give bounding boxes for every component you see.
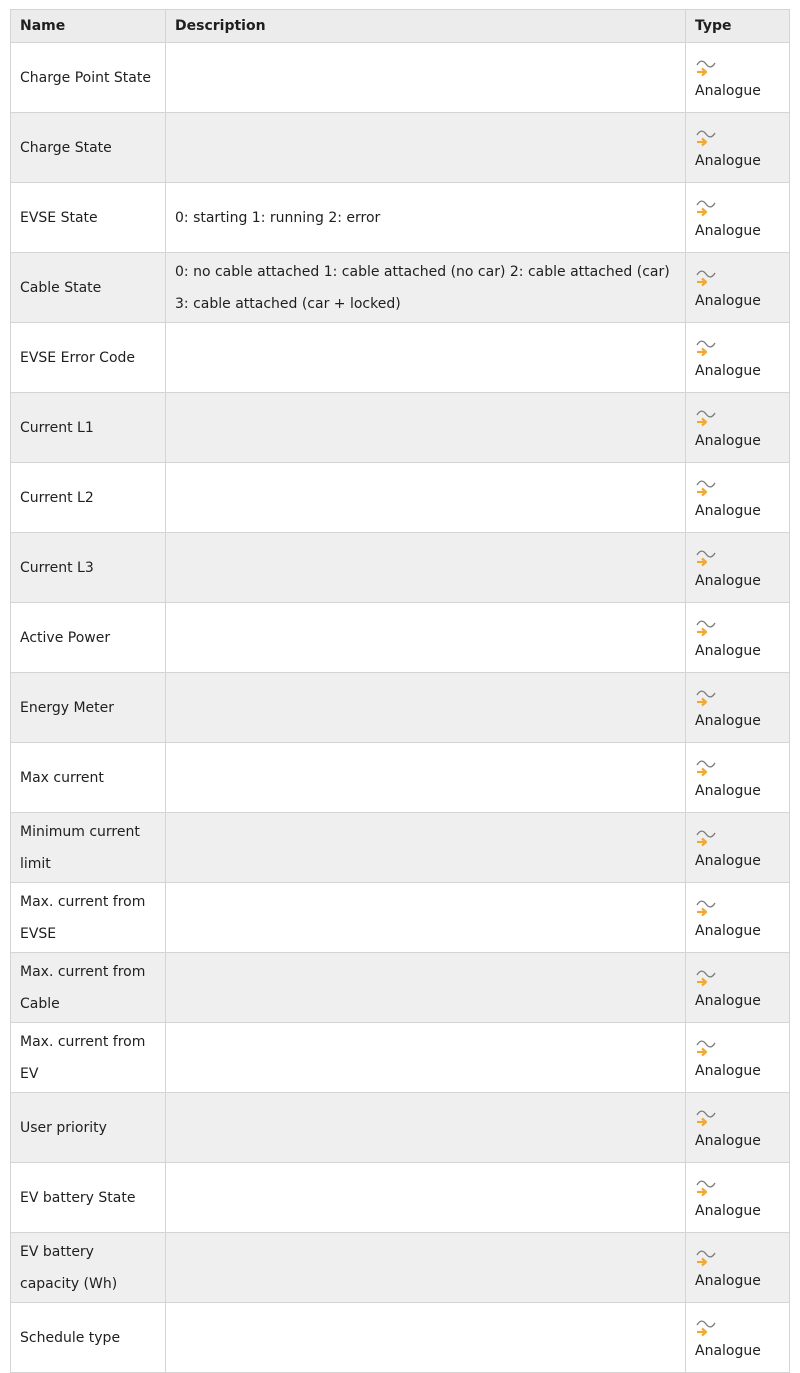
type-label: Analogue	[695, 1273, 761, 1289]
analogue-signal-icon	[695, 689, 717, 711]
row-name-cell: EVSE State	[11, 183, 166, 253]
table-header-row	[11, 10, 790, 43]
row-type-cell	[686, 323, 790, 393]
table-row	[11, 1023, 790, 1093]
analogue-signal-icon	[695, 1039, 717, 1061]
analogue-signal-icon	[695, 479, 717, 501]
analogue-signal-icon	[695, 59, 717, 81]
row-description-cell	[166, 1303, 686, 1373]
row-description-cell	[166, 673, 686, 743]
row-description-cell	[166, 953, 686, 1023]
type-label: Analogue	[695, 993, 761, 1009]
row-name-cell: Max current	[11, 743, 166, 813]
analogue-signal-icon	[695, 759, 717, 781]
row-type-cell	[686, 1303, 790, 1373]
row-name-cell: Charge Point State	[11, 43, 166, 113]
table-body	[11, 43, 790, 1373]
parameter-table-container	[10, 9, 789, 1373]
row-type-cell	[686, 673, 790, 743]
row-type-cell	[686, 113, 790, 183]
table-row	[11, 253, 790, 323]
type-label: Analogue	[695, 503, 761, 519]
column-header-name: Name	[11, 10, 166, 43]
table-row	[11, 1303, 790, 1373]
row-description-cell	[166, 813, 686, 883]
row-type-cell	[686, 603, 790, 673]
analogue-signal-icon	[695, 829, 717, 851]
table-row	[11, 183, 790, 253]
type-label: Analogue	[695, 713, 761, 729]
table-row	[11, 603, 790, 673]
row-type-cell	[686, 1233, 790, 1303]
table-row	[11, 323, 790, 393]
type-label: Analogue	[695, 363, 761, 379]
analogue-signal-icon	[695, 899, 717, 921]
row-description-cell	[166, 43, 686, 113]
row-name-cell: Charge State	[11, 113, 166, 183]
row-name-cell: Current L1	[11, 393, 166, 463]
row-name-cell: Minimum current limit	[11, 813, 166, 883]
type-label: Analogue	[695, 643, 761, 659]
row-description-cell	[166, 883, 686, 953]
analogue-signal-icon	[695, 549, 717, 571]
row-name-cell: Schedule type	[11, 1303, 166, 1373]
type-label: Analogue	[695, 1063, 761, 1079]
type-label: Analogue	[695, 293, 761, 309]
row-type-cell	[686, 813, 790, 883]
type-label: Analogue	[695, 1343, 761, 1359]
type-label: Analogue	[695, 853, 761, 869]
row-name-cell: Energy Meter	[11, 673, 166, 743]
column-header-type: Type	[686, 10, 790, 43]
table-row	[11, 743, 790, 813]
table-row	[11, 113, 790, 183]
row-description-cell	[166, 323, 686, 393]
table-row	[11, 673, 790, 743]
row-name-cell: Current L2	[11, 463, 166, 533]
row-description-cell: 0: no cable attached 1: cable attached (no car) 2: cable attached (car) 3: cable attached (car + locked)	[166, 253, 686, 323]
row-name-cell: Active Power	[11, 603, 166, 673]
table-row	[11, 1233, 790, 1303]
row-name-cell: User priority	[11, 1093, 166, 1163]
row-description-cell	[166, 113, 686, 183]
row-name-cell: Max. current from Cable	[11, 953, 166, 1023]
row-description-cell	[166, 743, 686, 813]
type-label: Analogue	[695, 1203, 761, 1219]
row-description-cell	[166, 1163, 686, 1233]
type-label: Analogue	[695, 433, 761, 449]
row-name-cell: Cable State	[11, 253, 166, 323]
table-row	[11, 393, 790, 463]
table-row	[11, 813, 790, 883]
row-description-cell	[166, 603, 686, 673]
analogue-signal-icon	[695, 199, 717, 221]
table-row	[11, 533, 790, 603]
analogue-signal-icon	[695, 619, 717, 641]
row-name-cell: EVSE Error Code	[11, 323, 166, 393]
row-type-cell	[686, 393, 790, 463]
analogue-signal-icon	[695, 1179, 717, 1201]
row-type-cell	[686, 883, 790, 953]
row-name-cell: EV battery capacity (Wh)	[11, 1233, 166, 1303]
row-description-cell	[166, 1233, 686, 1303]
table-row	[11, 1093, 790, 1163]
type-label: Analogue	[695, 573, 761, 589]
analogue-signal-icon	[695, 1319, 717, 1341]
row-type-cell	[686, 1093, 790, 1163]
row-description-cell	[166, 533, 686, 603]
row-type-cell	[686, 1023, 790, 1093]
row-type-cell	[686, 253, 790, 323]
table-row	[11, 463, 790, 533]
row-name-cell: Current L3	[11, 533, 166, 603]
analogue-signal-icon	[695, 409, 717, 431]
row-name-cell: Max. current from EVSE	[11, 883, 166, 953]
analogue-signal-icon	[695, 1249, 717, 1271]
analogue-signal-icon	[695, 339, 717, 361]
type-label: Analogue	[695, 1133, 761, 1149]
analogue-signal-icon	[695, 129, 717, 151]
analogue-signal-icon	[695, 969, 717, 991]
type-label: Analogue	[695, 783, 761, 799]
row-type-cell	[686, 1163, 790, 1233]
row-type-cell	[686, 533, 790, 603]
table-row	[11, 1163, 790, 1233]
row-type-cell	[686, 743, 790, 813]
analogue-signal-icon	[695, 1109, 717, 1131]
table-row	[11, 883, 790, 953]
row-name-cell: EV battery State	[11, 1163, 166, 1233]
type-label: Analogue	[695, 923, 761, 939]
table-row	[11, 953, 790, 1023]
row-description-cell	[166, 393, 686, 463]
analogue-signal-icon	[695, 269, 717, 291]
parameter-table	[10, 9, 790, 1373]
row-type-cell	[686, 953, 790, 1023]
row-description-cell	[166, 463, 686, 533]
row-type-cell	[686, 463, 790, 533]
type-label: Analogue	[695, 153, 761, 169]
row-description-cell: 0: starting 1: running 2: error	[166, 183, 686, 253]
type-label: Analogue	[695, 83, 761, 99]
row-type-cell	[686, 43, 790, 113]
row-description-cell	[166, 1023, 686, 1093]
column-header-description: Description	[166, 10, 686, 43]
table-row	[11, 43, 790, 113]
row-name-cell: Max. current from EV	[11, 1023, 166, 1093]
type-label: Analogue	[695, 223, 761, 239]
row-description-cell	[166, 1093, 686, 1163]
row-type-cell	[686, 183, 790, 253]
